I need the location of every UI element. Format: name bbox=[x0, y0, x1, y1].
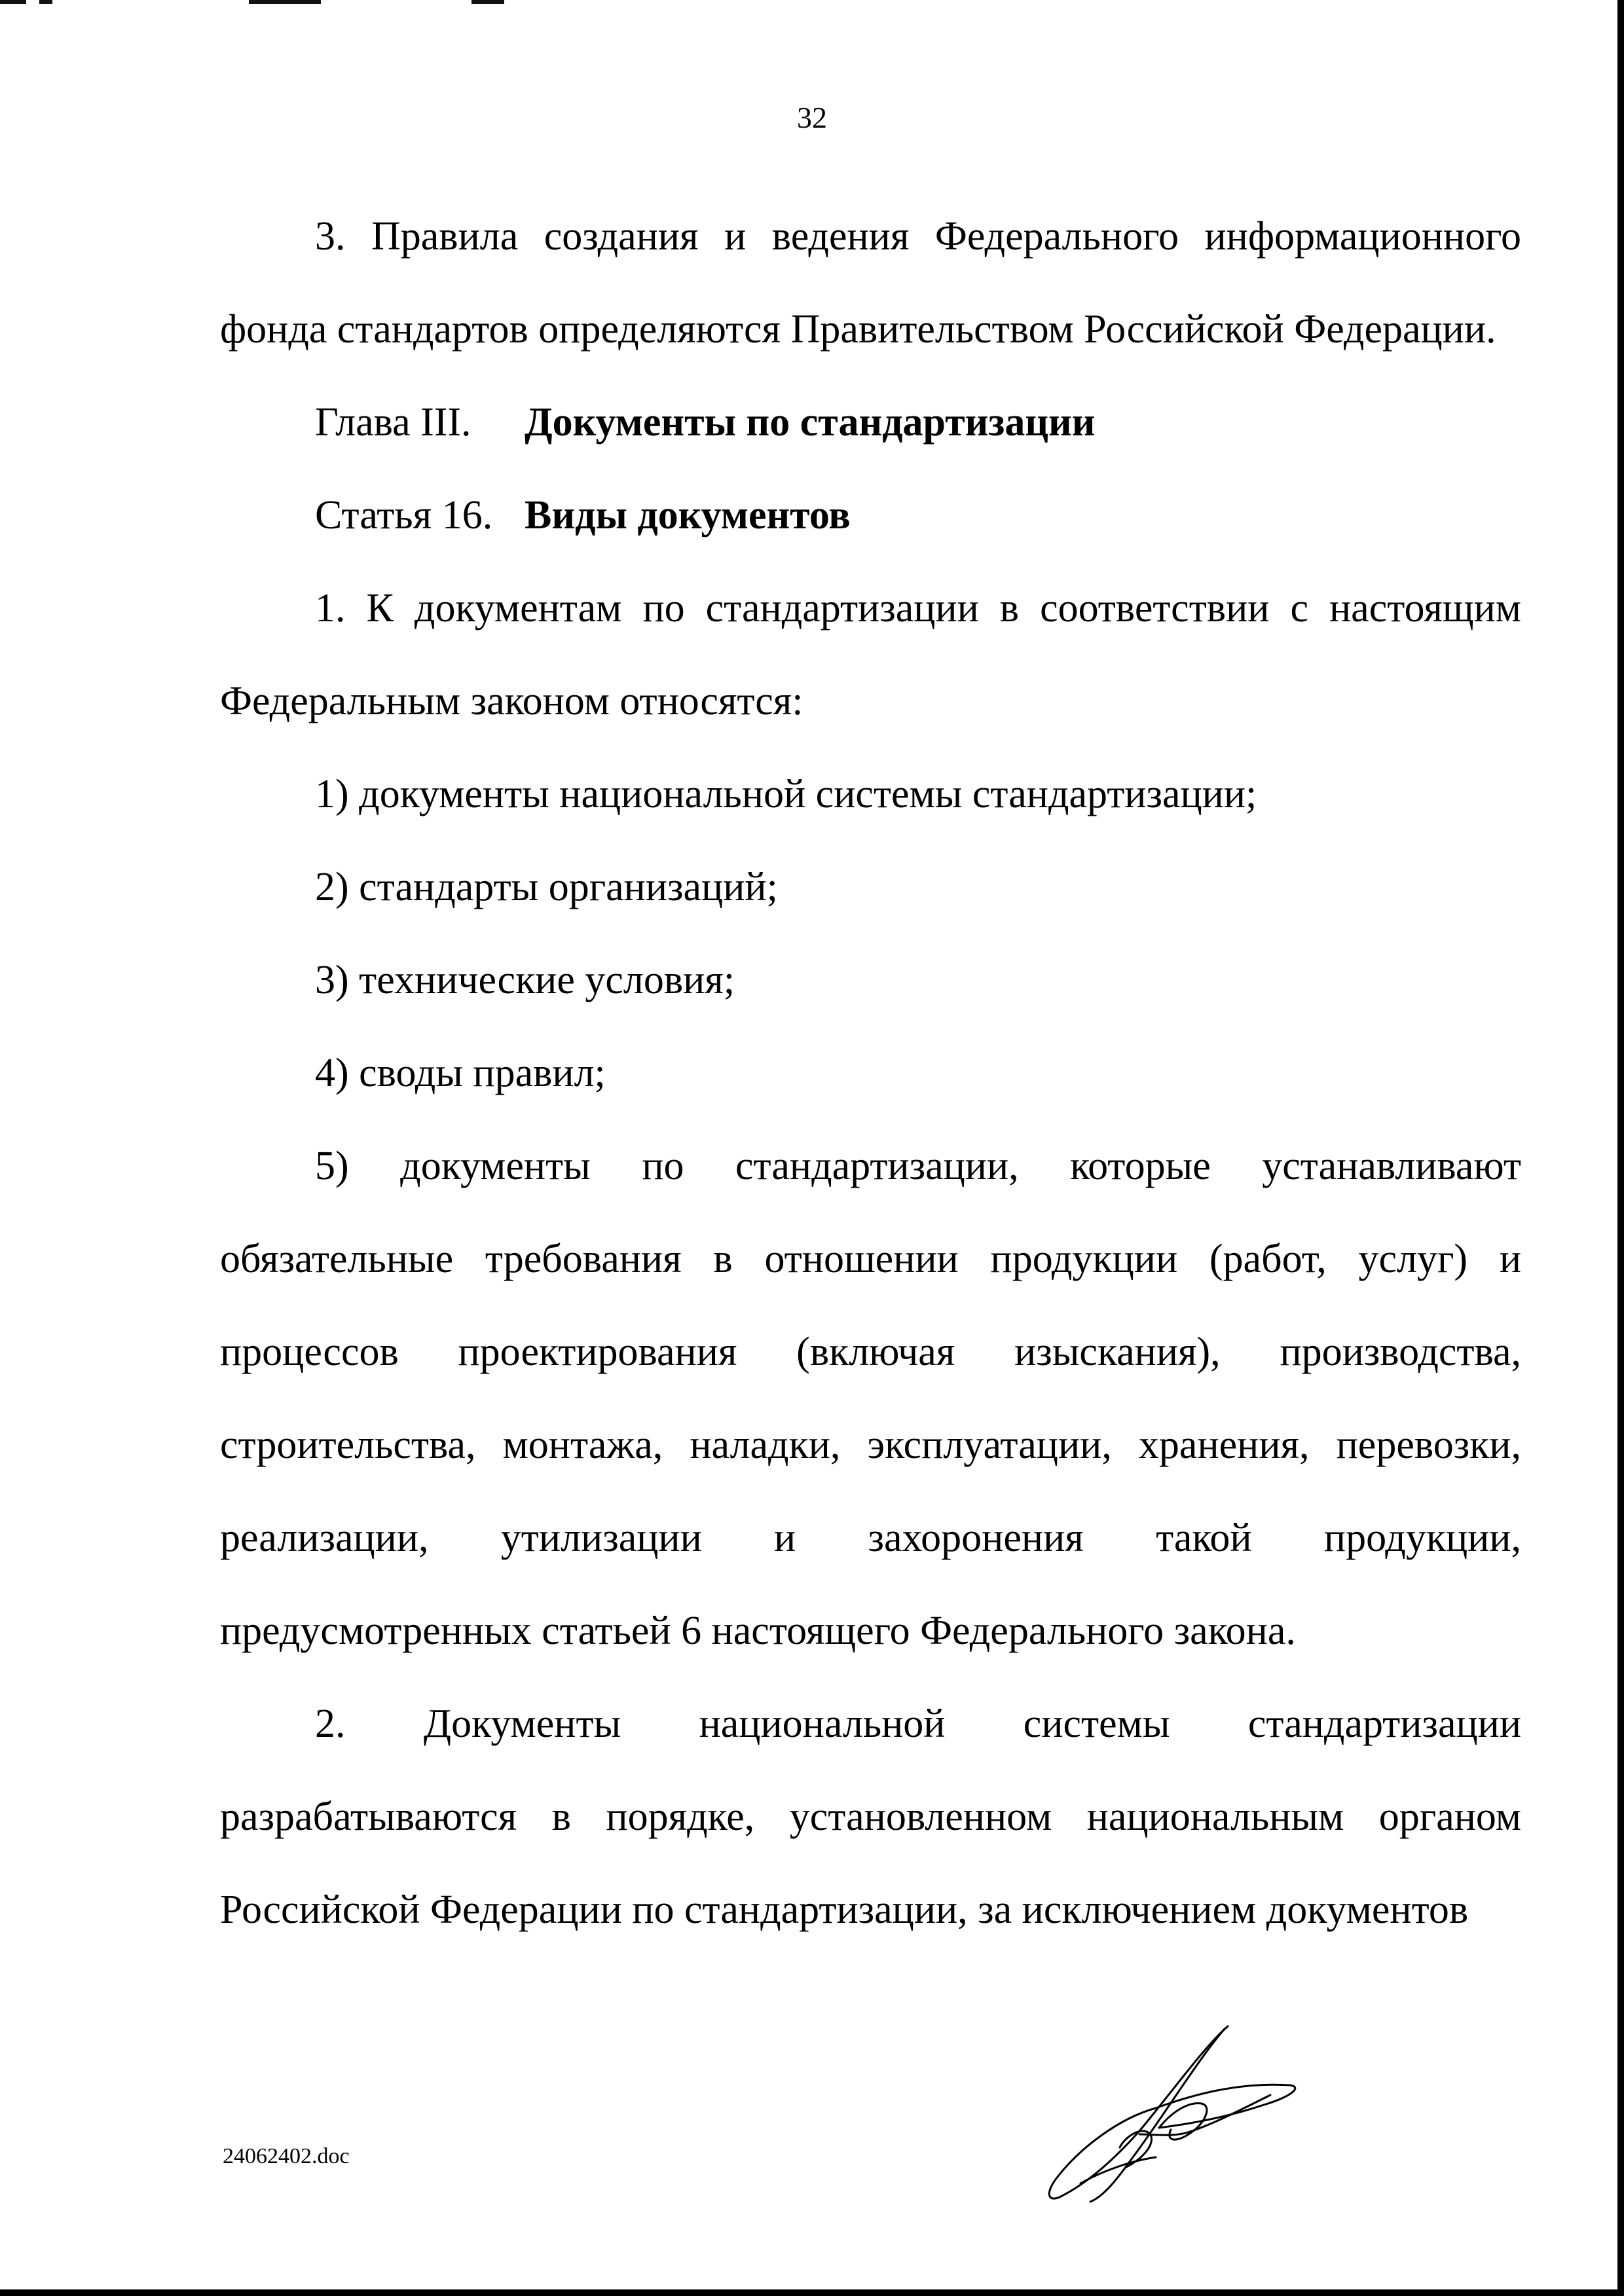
scan-edge-right bbox=[1617, 0, 1624, 2296]
paragraph-1-documents: 1. К документам по стандартизации в соответствии с настоящим Федеральным законом относятся: bbox=[220, 586, 1521, 723]
scan-top-marks bbox=[0, 0, 524, 5]
chapter-heading bbox=[220, 376, 1521, 469]
article-heading bbox=[220, 469, 1521, 562]
article-label: Статья 16. bbox=[315, 493, 493, 538]
chapter-title: Документы по стандартизации bbox=[525, 400, 1096, 445]
signature-image bbox=[1041, 2020, 1303, 2210]
list-item-1: 1) документы национальной системы стандартизации; bbox=[315, 772, 1257, 816]
list-item-5: 5) документы по стандартизации, которые устанавливают обязательные требования в отношении продукции (работ, услуг) и процессов проектирования (включая изыскания), производства, строительства, монтажа, наладки, эксплуатации, хранения, перевозки, реализации, утилизации и захоронения такой продукции, предусмотренных статьей 6 настоящего Федерального закона. bbox=[220, 1144, 1521, 1653]
file-name: 24062402.doc bbox=[223, 2144, 350, 2168]
chapter-label: Глава III. bbox=[315, 400, 471, 445]
list-item-4: 4) своды правил; bbox=[315, 1051, 606, 1095]
paragraph-3-rules: 3. Правила создания и ведения Федерального информационного фонда стандартов определяются Правительством Российской Федерации. bbox=[220, 214, 1521, 352]
scan-edge-bottom bbox=[0, 2289, 1624, 2296]
list-item-2: 2) стандарты организаций; bbox=[315, 865, 778, 909]
list-item-3: 3) технические условия; bbox=[315, 958, 735, 1002]
page-number: 32 bbox=[797, 101, 827, 134]
article-title: Виды документов bbox=[525, 493, 851, 538]
document-body bbox=[220, 190, 1521, 1956]
paragraph-2-national-documents: 2. Документы национальной системы стандартизации разрабатываются в порядке, установленном национальным органом Российской Федерации по стандартизации, за исключением документов bbox=[220, 1702, 1521, 1932]
